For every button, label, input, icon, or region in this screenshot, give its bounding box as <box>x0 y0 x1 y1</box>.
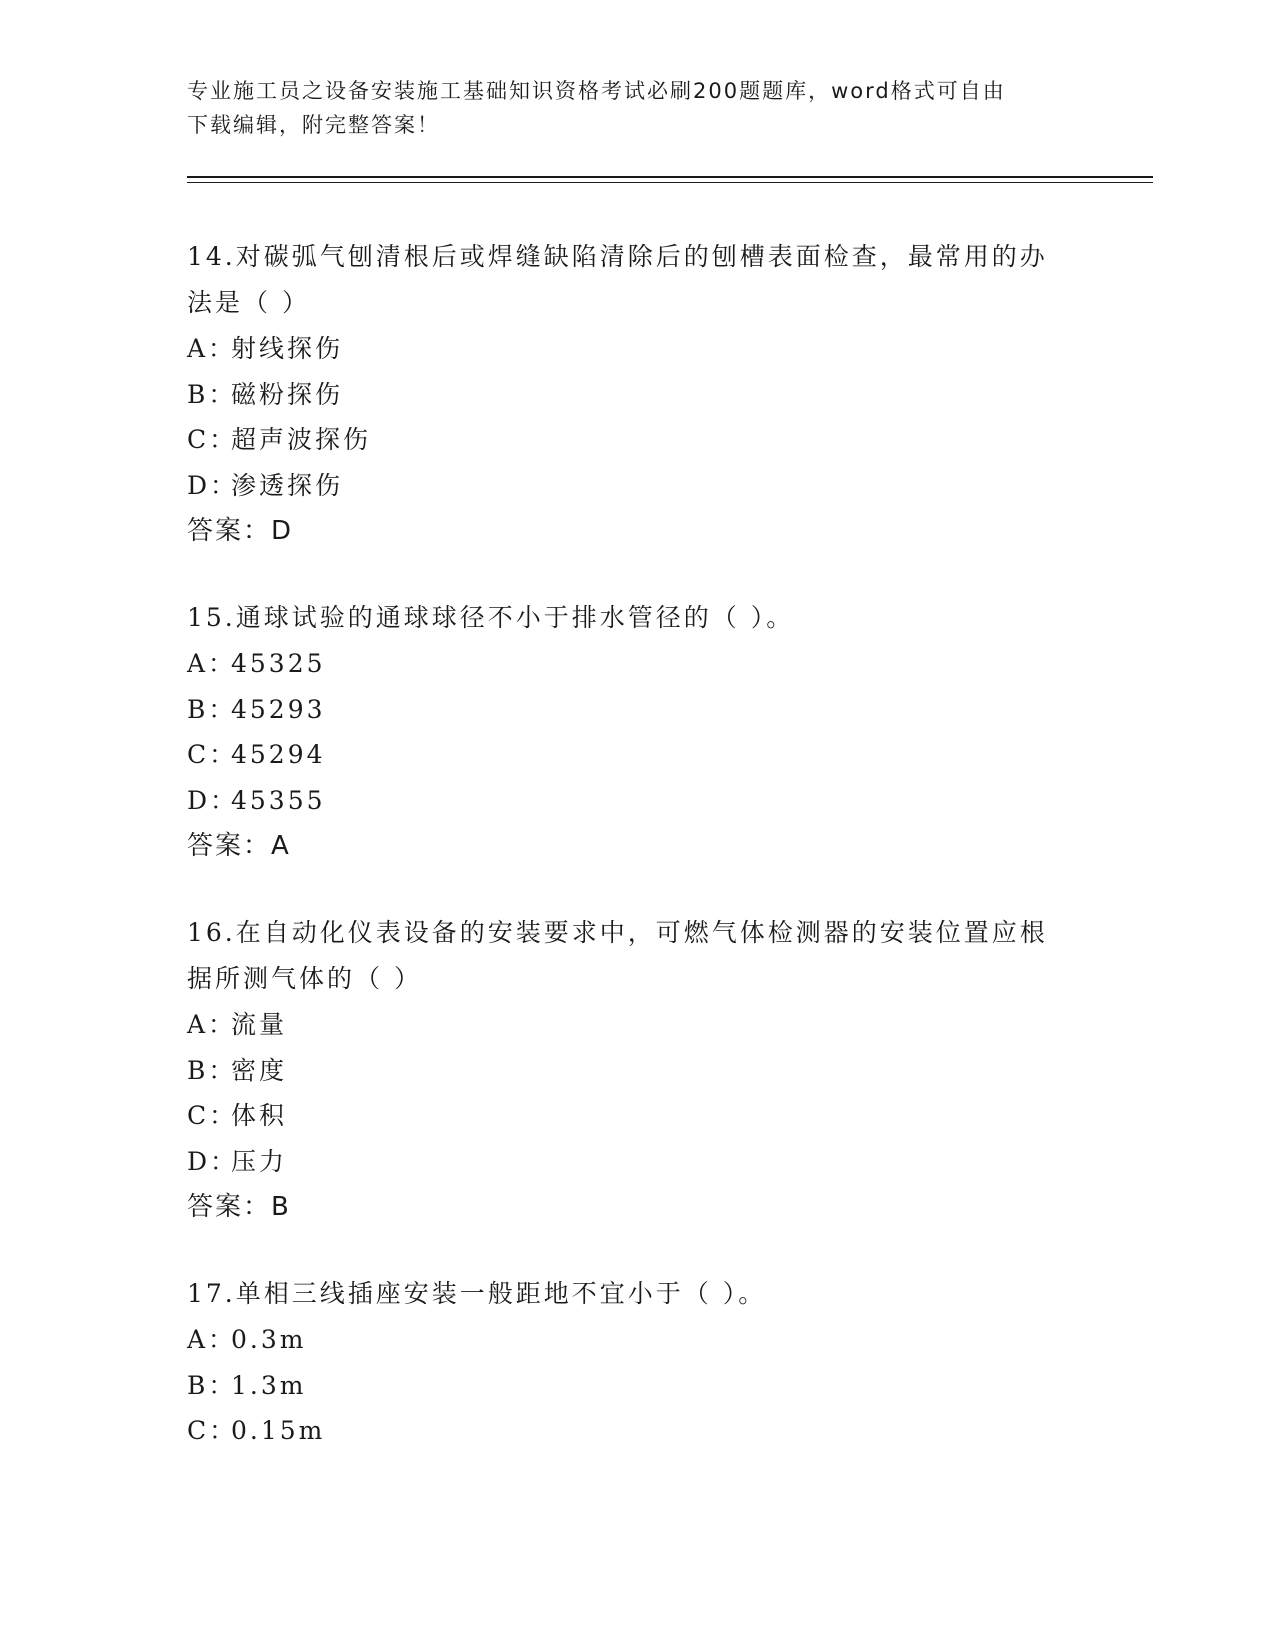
option-c <box>187 1408 1067 1454</box>
header-divider-thick <box>187 176 1153 178</box>
option-text: 45325 <box>231 649 326 678</box>
question-list <box>187 234 1067 1495</box>
option-text: 45293 <box>231 694 326 724</box>
option-b <box>187 372 1067 418</box>
option-text: 流量 <box>231 1010 288 1039</box>
question-stem: 15.通球试验的通球球径不小于排水管径的（ ）。 <box>187 603 795 632</box>
option-text: 0.3m <box>231 1325 307 1354</box>
option-b <box>187 1048 1067 1094</box>
option-text: 射线探伤 <box>231 334 344 363</box>
option-b <box>187 1363 1067 1409</box>
option-text: 45355 <box>231 785 326 815</box>
option-key: C： <box>187 425 238 454</box>
question-item <box>187 234 1067 554</box>
option-a <box>187 1002 1067 1048</box>
question-stem: 14.对碳弧气刨清根后或焊缝缺陷清除后的刨槽表面检查，最常用的办法是（ ） <box>187 242 1048 317</box>
option-key: D： <box>187 470 239 500</box>
option-d <box>187 778 1067 824</box>
option-key: D： <box>187 1146 239 1176</box>
option-text: 超声波探伤 <box>231 425 372 454</box>
option-key: A： <box>187 649 237 678</box>
answer-line: 答案：A <box>187 831 291 861</box>
answer-line: 答案：B <box>187 1192 291 1222</box>
option-c <box>187 417 1067 463</box>
option-key: C： <box>187 1101 238 1130</box>
option-a <box>187 641 1067 687</box>
option-a <box>187 326 1067 372</box>
question-stem: 17.单相三线插座安装一般距地不宜小于（ ）。 <box>187 1279 767 1308</box>
header-line-2: 下载编辑，附完整答案！ <box>187 113 440 137</box>
option-b <box>187 687 1067 733</box>
option-a <box>187 1317 1067 1363</box>
option-d <box>187 1139 1067 1185</box>
option-key: A： <box>187 1325 237 1354</box>
option-text: 0.15m <box>231 1416 326 1445</box>
option-c <box>187 732 1067 778</box>
question-item <box>187 1271 1067 1454</box>
option-key: A： <box>187 1010 237 1039</box>
option-d <box>187 463 1067 509</box>
option-key: A： <box>187 334 237 363</box>
option-key: B： <box>187 694 237 724</box>
header-line-1: 专业施工员之设备安装施工基础知识资格考试必刷200题题库，word格式可自由 <box>187 79 1006 103</box>
option-key: C： <box>187 740 238 769</box>
option-text: 体积 <box>231 1101 288 1130</box>
answer-line: 答案：D <box>187 516 294 546</box>
option-text: 压力 <box>231 1146 288 1176</box>
question-stem: 16.在自动化仪表设备的安装要求中，可燃气体检测器的安装位置应根据所测气体的（ ） <box>187 918 1048 993</box>
option-key: B： <box>187 1370 237 1400</box>
header-divider-thin <box>187 182 1153 183</box>
option-text: 磁粉探伤 <box>231 379 344 409</box>
option-key: B： <box>187 1055 237 1085</box>
option-text: 密度 <box>231 1055 288 1085</box>
question-item <box>187 910 1067 1230</box>
option-key: D： <box>187 785 239 815</box>
option-text: 45294 <box>231 740 326 769</box>
option-text: 渗透探伤 <box>231 470 344 500</box>
option-key: B： <box>187 379 237 409</box>
document-header <box>187 74 1067 142</box>
question-item <box>187 595 1067 869</box>
option-text: 1.3m <box>231 1370 307 1400</box>
option-key: C： <box>187 1416 238 1445</box>
option-c <box>187 1093 1067 1139</box>
